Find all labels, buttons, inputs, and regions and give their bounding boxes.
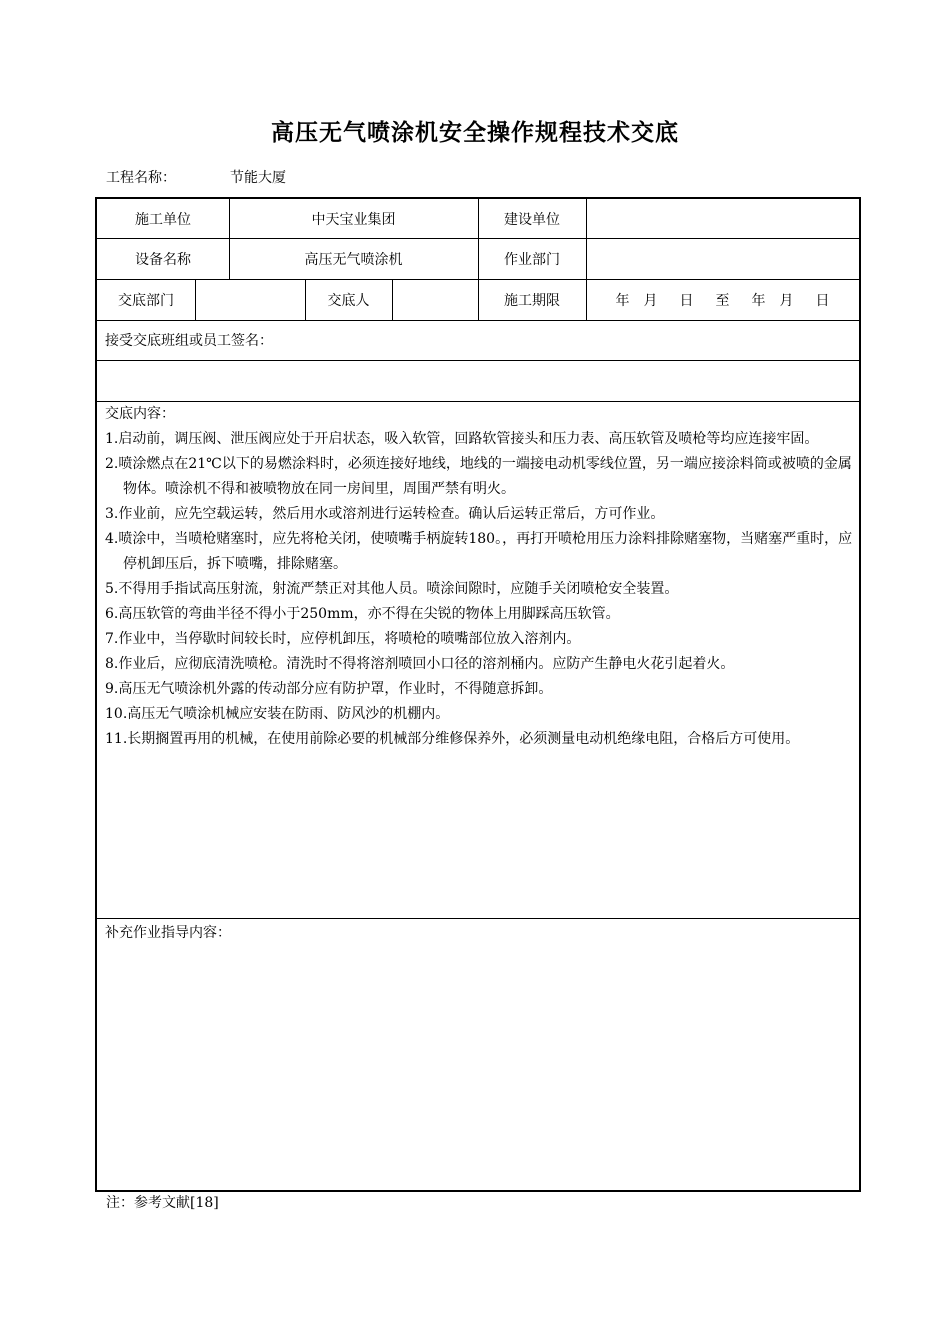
contents-item: 4.喷涂中，当喷枪赌塞时，应先将枪关闭，使喷嘴手柄旋转180。，再打开喷枪用压力涂料排除赌塞物，当赌塞严重时，应停机卸压后，拆下喷嘴，排除赌塞。 (105, 531, 853, 572)
contents-item: 1.启动前，调压阀、泄压阀应处于开启状态，吸入软管，回路软管接头和压力表、高压软管及喷枪等均应连接牢固。 (105, 431, 819, 447)
contents-item: 2.喷涂燃点在21℃以下的易燃涂料时，必须连接好地线，地线的一端接电动机零线位置，另一端应接涂料筒或被喷的金属物体。喷涂机不得和被喷物放在同一房间里，周围严禁有明火。 (105, 456, 852, 497)
contents-item: 5.不得用手指试高压射流，射流严禁正对其他人员。喷涂间隙时，应随手关闭喷枪安全装置。 (105, 581, 679, 597)
contents-section (105, 402, 857, 752)
construction-unit-value: 中天宝业集团 (311, 211, 396, 228)
footnote: 注：参考文献[18] (106, 1195, 219, 1211)
equipment-value: 高压无气喷涂机 (304, 251, 403, 268)
work-dept-value (586, 238, 859, 279)
contents-item: 11.长期搁置再用的机械，在使用前除必要的机械部分维修保养外，必须测量电动机绝缘电阻，合格后方可使用。 (105, 731, 800, 747)
handover-dept-value (195, 279, 305, 320)
project-label: 工程名称： (106, 170, 176, 186)
contents-item: 7.作业中，当停歇时间较长时，应停机卸压，将喷枪的喷嘴部位放入溶剂内。 (105, 631, 581, 647)
period-month-start: 月 (643, 292, 658, 309)
handover-form-table (95, 197, 861, 1192)
contents-item: 3.作业前，应先空载运转，然后用水或溶剂进行运转检查。确认后运转正常后，方可作业。 (105, 506, 665, 522)
contents-label: 交底内容： (105, 406, 175, 422)
document-title: 高压无气喷涂机安全操作规程技术交底 (271, 120, 679, 146)
period-month-end: 月 (779, 292, 794, 309)
period-label: 施工期限 (504, 292, 560, 309)
row-divider (97, 918, 859, 919)
handover-person-label: 交底人 (327, 292, 370, 309)
build-unit-label: 建设单位 (504, 211, 560, 228)
equipment-label: 设备名称 (135, 251, 191, 268)
row-divider (97, 360, 859, 361)
period-year-end: 年 (751, 292, 766, 309)
period-day-end: 日 (815, 292, 830, 309)
project-line (106, 167, 286, 187)
supplement-label: 补充作业指导内容： (105, 925, 231, 941)
contents-item: 10.高压无气喷涂机械应安装在防雨、防风沙的机棚内。 (105, 706, 450, 722)
signature-label: 接受交底班组或员工签名： (105, 333, 273, 349)
construction-unit-label: 施工单位 (135, 211, 191, 228)
period-day-start: 日 (679, 292, 694, 309)
contents-item: 9.高压无气喷涂机外露的传动部分应有防护罩，作业时，不得随意拆卸。 (105, 681, 553, 697)
handover-dept-label: 交底部门 (118, 292, 174, 309)
period-value (586, 279, 859, 320)
build-unit-value (586, 199, 859, 238)
row-divider (97, 320, 859, 321)
project-value: 节能大厦 (230, 170, 286, 186)
handover-person-value (392, 279, 478, 320)
period-year-start: 年 (615, 292, 630, 309)
period-to: 至 (715, 292, 730, 309)
contents-item: 6.高压软管的弯曲半径不得小于250mm，亦不得在尖锐的物体上用脚踩高压软管。 (105, 606, 620, 622)
contents-item: 8.作业后，应彻底清洗喷枪。清洗时不得将溶剂喷回小口径的溶剂桶内。应防产生静电火花引起着火。 (105, 656, 735, 672)
work-dept-label: 作业部门 (504, 251, 560, 268)
